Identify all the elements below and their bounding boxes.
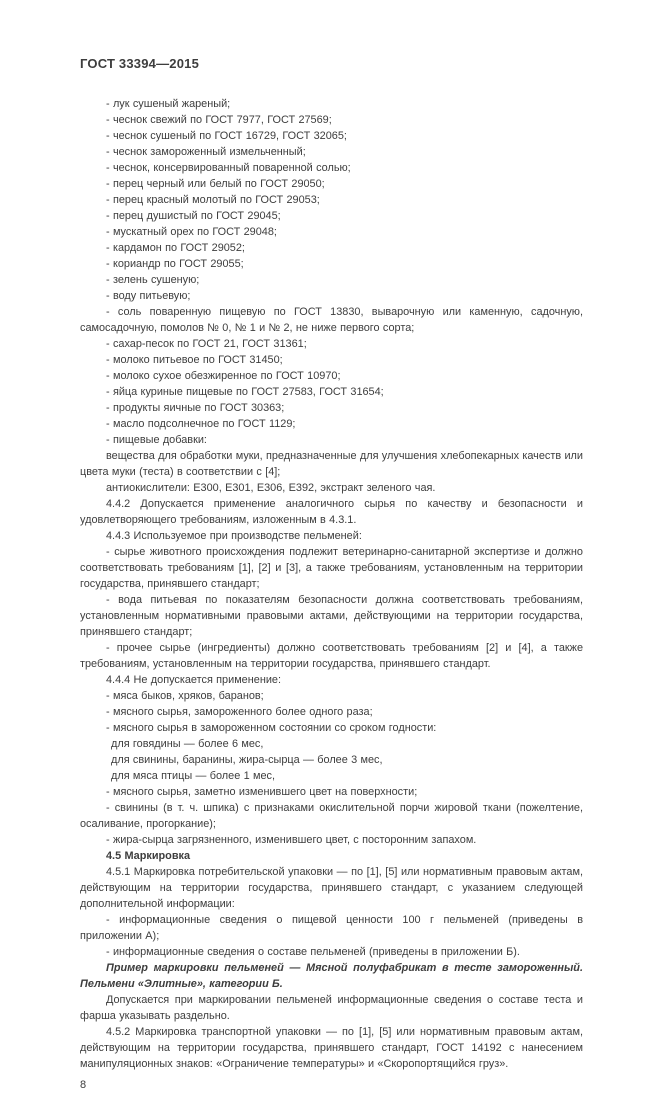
paragraph: - перец красный молотый по ГОСТ 29053; <box>106 194 320 206</box>
paragraph: - чеснок сушеный по ГОСТ 16729, ГОСТ 32065; <box>106 130 347 142</box>
paragraph: антиокислители: Е300, Е301, Е306, Е392, экстракт зеленого чая. <box>106 482 436 494</box>
paragraph: - информационные сведения о пищевой ценности 100 г пельменей (приведены в приложении А); <box>80 914 583 942</box>
paragraph: - соль поваренную пищевую по ГОСТ 13830, выварочную или каменную, садочную, самосадочную, помолов № 0, № 1 и № 2, не ниже первого сорта; <box>80 306 583 334</box>
paragraph: - жира-сырца загрязненного, изменившего цвет, с посторонним запахом. <box>106 834 477 846</box>
paragraph: 4.5 Маркировка <box>106 850 191 862</box>
paragraph: - информационные сведения о составе пельменей (приведены в приложении Б). <box>106 946 520 958</box>
paragraph: - масло подсолнечное по ГОСТ 1129; <box>106 418 296 430</box>
paragraph: - молоко сухое обезжиренное по ГОСТ 10970; <box>106 370 341 382</box>
paragraph: - чеснок, консервированный поваренной солью; <box>106 162 351 174</box>
paragraph: - молоко питьевое по ГОСТ 31450; <box>106 354 283 366</box>
paragraph: - кориандр по ГОСТ 29055; <box>106 258 244 270</box>
paragraph: - мяса быков, хряков, баранов; <box>106 690 264 702</box>
paragraph: - свинины (в т. ч. шпика) с признаками окислительной порчи жировой ткани (пожелтение, осаливание, прогоркание); <box>80 802 583 830</box>
paragraph: - яйца куриные пищевые по ГОСТ 27583, ГОСТ 31654; <box>106 386 384 398</box>
paragraph: - зелень сушеную; <box>106 274 200 286</box>
paragraph: - воду питьевую; <box>106 290 191 302</box>
document-header: ГОСТ 33394—2015 <box>80 56 199 71</box>
paragraph: для мяса птицы — более 1 мес, <box>111 770 275 782</box>
paragraph: Допускается при маркировании пельменей информационные сведения о составе теста и фарша указывать раздельно. <box>80 994 583 1022</box>
paragraph: - перец душистый по ГОСТ 29045; <box>106 210 281 222</box>
paragraph: - кардамон по ГОСТ 29052; <box>106 242 245 254</box>
paragraph: - прочее сырье (ингредиенты) должно соответствовать требованиям [2] и [4], а также требованиям, установленным на территории государства, принявшего стандарт. <box>80 642 583 670</box>
document-body <box>80 96 583 1072</box>
paragraph: - мясного сырья, замороженного более одного раза; <box>106 706 373 718</box>
paragraph: - сахар-песок по ГОСТ 21, ГОСТ 31361; <box>106 338 307 350</box>
paragraph: 4.4.4 Не допускается применение: <box>106 674 281 686</box>
paragraph: Пример маркировки пельменей — Мясной полуфабрикат в тесте замороженный. Пельмени «Элитные», категории Б. <box>80 962 583 990</box>
paragraph: 4.4.2 Допускается применение аналогичного сырья по качеству и безопасности и удовлетворяющего требованиям, изложенным в 4.3.1. <box>80 498 583 526</box>
paragraph: - вода питьевая по показателям безопасности должна соответствовать требованиям, установленным нормативными правовыми актами, действующими на территории государства, принявшего стандарт; <box>80 594 583 638</box>
paragraph: для говядины — более 6 мес, <box>111 738 264 750</box>
paragraph: - сырье животного происхождения подлежит ветеринарно-санитарной экспертизе и должно соответствовать требованиям [1], [2] и [3], а также требованиям, установленным на территории государства, принявшего стандарт; <box>80 546 583 590</box>
paragraph: - чеснок свежий по ГОСТ 7977, ГОСТ 27569; <box>106 114 332 126</box>
paragraph: для свинины, баранины, жира-сырца — более 3 мес, <box>111 754 383 766</box>
paragraph: вещества для обработки муки, предназначенные для улучшения хлебопекарных качеств или цвета муки (теста) в соответствии с [4]; <box>80 450 583 478</box>
paragraph: 4.5.1 Маркировка потребительской упаковки — по [1], [5] или нормативным правовым актам, действующим на территории государства, принявшего стандарт, с указанием следующей дополнительной информации: <box>80 866 583 910</box>
paragraph: - перец черный или белый по ГОСТ 29050; <box>106 178 325 190</box>
paragraph: 4.4.3 Используемое при производстве пельменей: <box>106 530 362 542</box>
page-number: 8 <box>80 1079 87 1091</box>
paragraph: - продукты яичные по ГОСТ 30363; <box>106 402 285 414</box>
paragraph: - мясного сырья в замороженном состоянии со сроком годности: <box>106 722 437 734</box>
paragraph: 4.5.2 Маркировка транспортной упаковки — по [1], [5] или нормативным правовым актам, действующим на территории государства, принявшего стандарт, ГОСТ 14192 с нанесением манипуляционных знаков: «Ограничение температуры» и «Скоропортящийся груз». <box>80 1026 583 1070</box>
paragraph: - пищевые добавки: <box>106 434 207 446</box>
paragraph: - лук сушеный жареный; <box>106 98 231 110</box>
paragraph: - чеснок замороженный измельченный; <box>106 146 306 158</box>
paragraph: - мясного сырья, заметно изменившего цвет на поверхности; <box>106 786 418 798</box>
paragraph: - мускатный орех по ГОСТ 29048; <box>106 226 277 238</box>
